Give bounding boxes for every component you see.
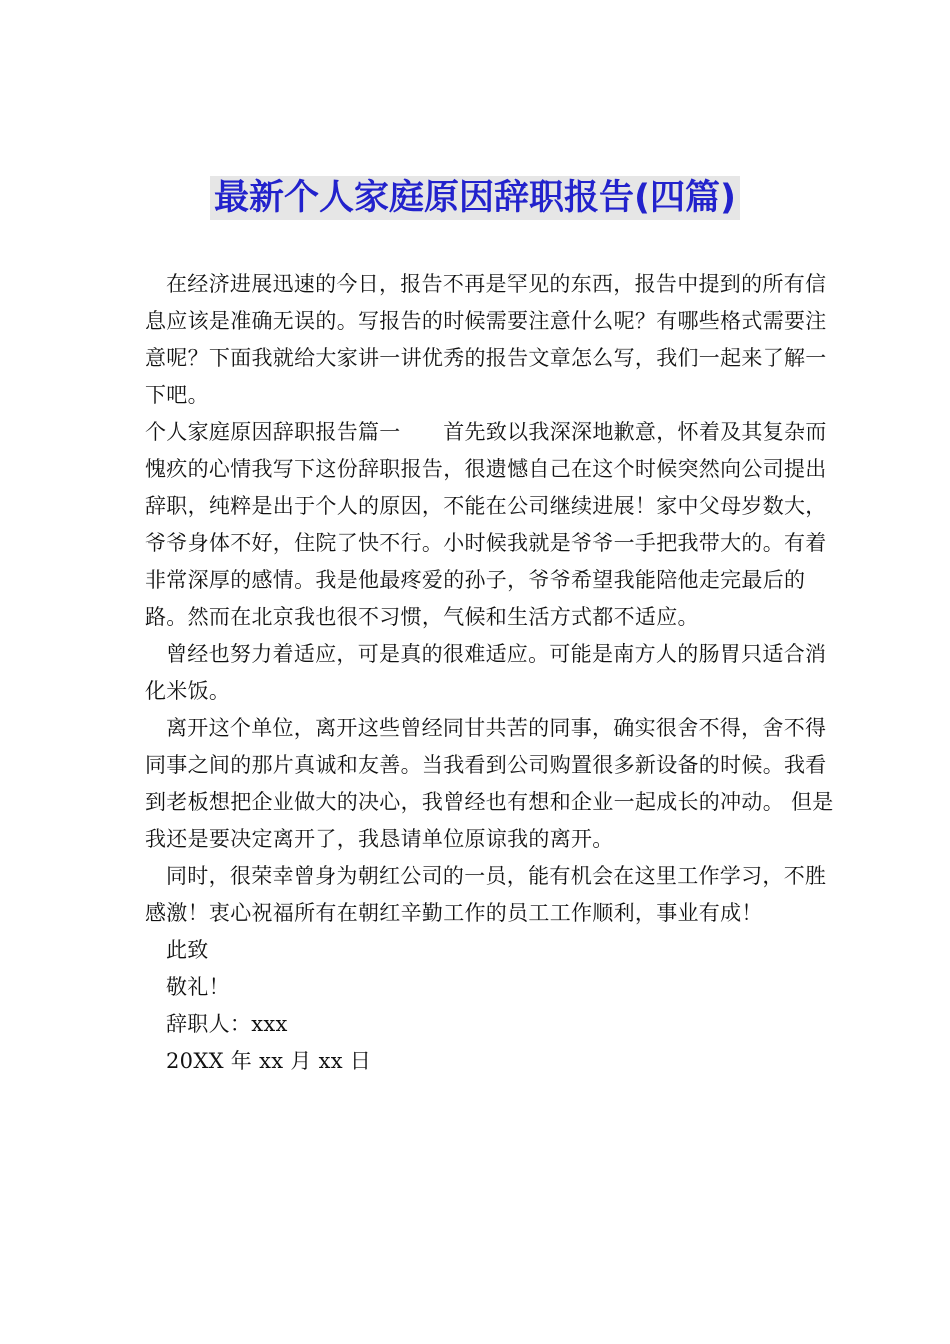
section-paragraph-1 (145, 414, 835, 636)
paragraph-1-text: 首先致以我深深地歉意，怀着及其复杂而愧疚的心情我写下这份辞职报告，很遗憾自己在这个时候突然向公司提出辞职，纯粹是出于个人的原因，不能在公司继续进展！家中父母岁数大，爷爷身体不好，住院了快不行。小时候我就是爷爷一手把我带大的。有着非常深厚的感情。我是他最疼爱的孙子，爷爷希望我能陪他走完最后的路。然而在北京我也很不习惯，气候和生活方式都不适应。 (145, 420, 827, 629)
intro-paragraph: 在经济进展迅速的今日，报告不再是罕见的东西，报告中提到的所有信息应该是准确无误的。写报告的时候需要注意什么呢？有哪些格式需要注意呢？下面我就给大家讲一讲优秀的报告文章怎么写，我们一起来了解一下吧。 (145, 272, 827, 407)
document-body (145, 266, 835, 1080)
document-title: 最新个人家庭原因辞职报告(四篇) (210, 176, 740, 220)
paragraph-4: 同时，很荣幸曾身为朝红公司的一员，能有机会在这里工作学习，不胜感激！衷心祝福所有在朝红辛勤工作的员工工作顺利，事业有成！ (145, 864, 827, 925)
signer-line: 辞职人：xxx (166, 1012, 288, 1036)
closing-line-1: 此致 (166, 938, 209, 962)
title-container (0, 176, 950, 220)
section-heading: 个人家庭原因辞职报告篇一 (145, 420, 401, 444)
paragraph-3: 离开这个单位，离开这些曾经同甘共苦的同事，确实很舍不得，舍不得同事之间的那片真诚和友善。当我看到公司购置很多新设备的时候。我看到老板想把企业做大的决心，我曾经也有想和企业一起成长的冲动。 但是我还是要决定离开了，我恳请单位原谅我的离开。 (145, 716, 834, 851)
paragraph-2: 曾经也努力着适应，可是真的很难适应。可能是南方人的肠胃只适合消化米饭。 (145, 642, 827, 703)
date-line: 20XX 年 xx 月 xx 日 (166, 1049, 372, 1073)
closing-line-2: 敬礼！ (166, 975, 230, 999)
